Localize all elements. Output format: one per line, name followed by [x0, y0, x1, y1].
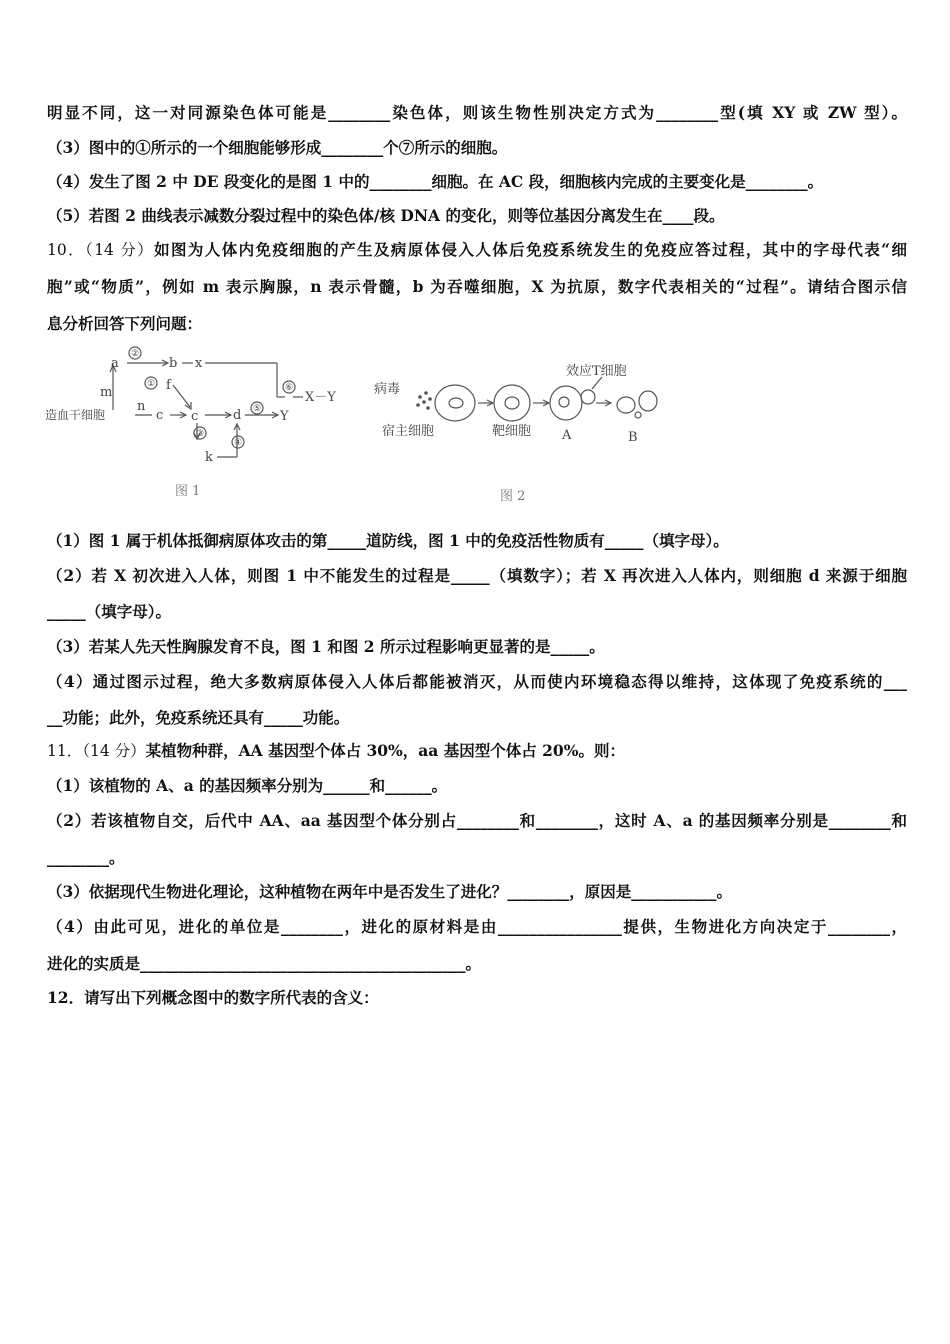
q11-stem — [47, 741, 907, 761]
fig1-step-3: ③ — [195, 429, 205, 439]
fig1-label-m: m — [100, 385, 113, 400]
q10-stem-line-1 — [47, 240, 907, 260]
q11-part-2-line-1: （2）若该植物自交，后代中 AA、aa 基因型个体分别占________和________，这时 A、a 的基因频率分别是________和 — [47, 811, 907, 830]
fig1-label-x: x — [195, 356, 203, 371]
q11-stem-text: 某植物种群，AA 基因型个体占 30%，aa 基因型个体占 20%。则： — [145, 741, 625, 760]
fig1-step-1: ① — [146, 379, 156, 389]
fig2-target-label: 靶细胞 — [492, 424, 532, 439]
fig1-source-label: 造血干细胞 — [45, 408, 106, 422]
q9-text-line-1: 明显不同，这一对同源染色体可能是________染色体，则该生物性别决定方式为________型(填 XY 或 ZW 型）。 — [47, 103, 907, 122]
q10-part-1: （1）图 1 属于机体抵御病原体攻击的第_____道防线，图 1 中的免疫活性物质有_____（填字母）。 — [47, 531, 729, 550]
fig1-label-y: Y — [280, 409, 289, 424]
fig1-label-d: d — [233, 408, 242, 423]
q10-number: 10．（14 分） — [47, 241, 155, 259]
fig1-step-6: ⑥ — [284, 383, 294, 393]
q10-part-3: （3）若某人先天性胸腺发育不良，图 1 和图 2 所示过程影响更显著的是_____。 — [47, 637, 605, 656]
q11-part-4-line-2: 进化的实质是__________________________________________。 — [47, 954, 482, 973]
q10-stem-line-2: 胞”或“物质”，例如 m 表示胸腺，n 表示骨髓，b 为吞噬细胞，X 为抗原，数字代表相关的“过程”。请结合图示信 — [47, 277, 907, 296]
fig1-label-a: a — [111, 356, 119, 371]
fig1-label-c-left: c — [156, 408, 164, 423]
fig2-label-a: A — [562, 428, 572, 443]
fig1-label-b: b — [169, 356, 178, 371]
q10-part-4-line-1: （4）通过图示过程，绝大多数病原体侵入人体后都能被消灭，从而使内环境稳态得以维持，这体现了免疫系统的___ — [47, 672, 907, 691]
figure-1 — [45, 345, 345, 505]
fig1-label-n: n — [137, 399, 146, 414]
q10-stem-a: 如图为人体内免疫细胞的产生及病原体侵入人体后免疫系统发生的免疫应答过程，其中的字母代表“细 — [154, 240, 907, 259]
q9-part-5: （5）若图 2 曲线表示减数分裂过程中的染色体/核 DNA 的变化，则等位基因分离发生在____段。 — [47, 206, 725, 225]
fig1-label-c: c — [191, 409, 199, 424]
fig1-label-k: k — [205, 450, 213, 465]
q10-part-2-line-2: _____（填字母）。 — [47, 602, 172, 621]
q9-part-4: （4）发生了图 2 中 DE 段变化的是图 1 中的________细胞。在 AC 段，细胞核内完成的主要变化是________。 — [47, 172, 824, 191]
fig1-label-xy: X－Y — [305, 390, 336, 405]
q10-stem-line-3: 息分析回答下列问题： — [47, 314, 203, 333]
q10-part-4-line-2: __功能；此外，免疫系统还具有_____功能。 — [47, 708, 350, 727]
q10-part-2-line-1: （2）若 X 初次进入人体，则图 1 中不能发生的过程是_____（填数字）；若 X 再次进入人体内，则细胞 d 来源于细胞 — [47, 566, 907, 585]
q11-part-3: （3）依据现代生物进化理论，这种植物在两年中是否发生了进化？________，原因是___________。 — [47, 882, 733, 901]
q11-part-2-line-2: ________。 — [47, 848, 125, 867]
figure-2 — [370, 355, 670, 510]
fig2-label-b: B — [628, 430, 638, 445]
fig2-host-label: 宿主细胞 — [382, 424, 435, 439]
fig1-step-2: ② — [130, 349, 140, 359]
fig1-caption: 图 1 — [175, 484, 201, 499]
q11-number: 11．（14 分） — [47, 742, 146, 760]
fig1-step-4: ④ — [233, 438, 243, 448]
fig1-step-5: ⑤ — [252, 404, 262, 414]
q11-part-1: （1）该植物的 A、a 的基因频率分别为______和______。 — [47, 776, 448, 795]
q9-part-3: （3）图中的①所示的一个细胞能够形成________个⑦所示的细胞。 — [47, 138, 508, 157]
q11-part-4-line-1: （4）由此可见，进化的单位是________，进化的原材料是由________________提供，生物进化方向决定于________， — [47, 917, 907, 936]
fig2-virus-label: 病毒 — [374, 382, 401, 397]
fig2-caption: 图 2 — [500, 489, 526, 504]
q12-stem: 12．请写出下列概念图中的数字所代表的含义： — [47, 988, 379, 1007]
fig2-effector-label: 效应T细胞 — [566, 364, 627, 379]
fig1-label-f: f — [166, 378, 171, 393]
